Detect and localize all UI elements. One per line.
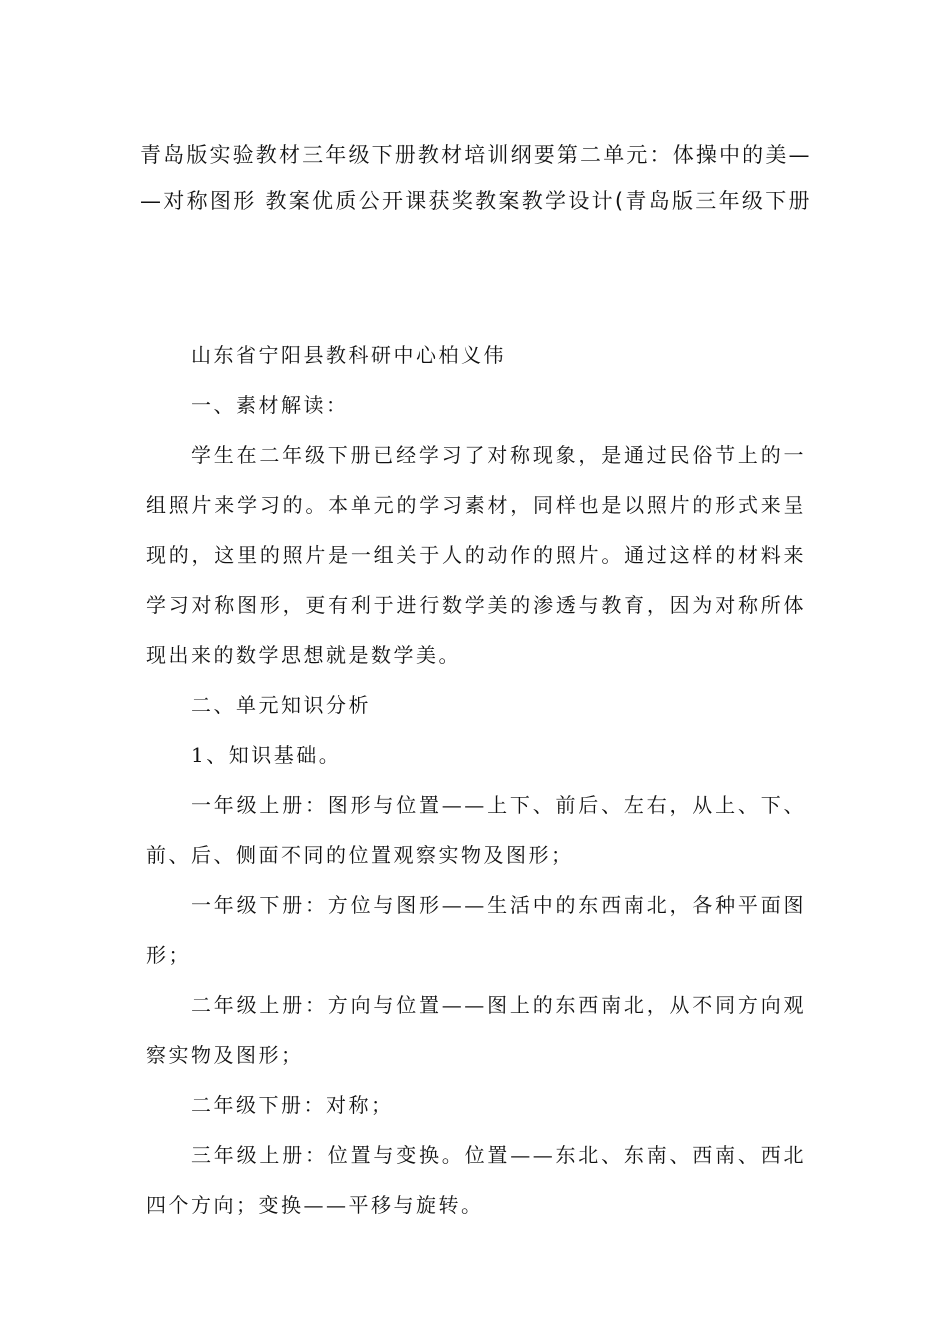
document-body xyxy=(146,330,806,1230)
paragraph-line: 学习对称图形，更有利于进行数学美的渗透与教育，因为对称所体 xyxy=(146,593,806,617)
paragraph-line: 现的，这里的照片是一组关于人的动作的照片。通过这样的材料来 xyxy=(146,543,806,567)
paragraph-grade2-lower: 二年级下册：对称； xyxy=(191,1093,394,1117)
document-title xyxy=(140,132,810,224)
paragraph-grade1-upper xyxy=(146,780,806,880)
paragraph-line: 前、后、侧面不同的位置观察实物及图形； xyxy=(146,843,574,867)
paragraph-line: 现出来的数学思想就是数学美。 xyxy=(146,643,461,667)
section-heading-unit-analysis: 二、单元知识分析 xyxy=(191,693,371,717)
paragraph-line: 组照片来学习的。本单元的学习素材，同样也是以照片的形式来呈 xyxy=(146,493,806,517)
paragraph-line: 三年级上册：位置与变换。位置——东北、东南、西南、西北 xyxy=(191,1143,806,1167)
subsection-heading-knowledge-base: 1、知识基础。 xyxy=(191,743,342,767)
section-heading-material: 一、素材解读： xyxy=(191,393,349,417)
paragraph-line: 四个方向；变换——平移与旋转。 xyxy=(146,1193,484,1217)
paragraph-line: 学生在二年级下册已经学习了对称现象，是通过民俗节上的一 xyxy=(191,443,806,467)
paragraph-grade1-lower xyxy=(146,880,806,980)
paragraph-line: 一年级上册：图形与位置——上下、前后、左右，从上、下、 xyxy=(191,793,806,817)
author-line: 山东省宁阳县教科研中心柏义伟 xyxy=(191,343,506,367)
paragraph-line: 形； xyxy=(146,943,191,967)
paragraph-grade2-upper xyxy=(146,980,806,1080)
paragraph-line: 二年级上册：方向与位置——图上的东西南北，从不同方向观 xyxy=(191,993,806,1017)
paragraph-line: 察实物及图形； xyxy=(146,1043,304,1067)
paragraph-line: 一年级下册：方位与图形——生活中的东西南北，各种平面图 xyxy=(191,893,806,917)
paragraph-material-reading xyxy=(146,430,806,680)
title-line-2: —对称图形 教案优质公开课获奖教案教学设计(青岛版三年级下册 xyxy=(140,189,810,213)
title-line-1: 青岛版实验教材三年级下册教材培训纲要第二单元：体操中的美— xyxy=(140,143,810,167)
paragraph-grade3-upper xyxy=(146,1130,806,1230)
